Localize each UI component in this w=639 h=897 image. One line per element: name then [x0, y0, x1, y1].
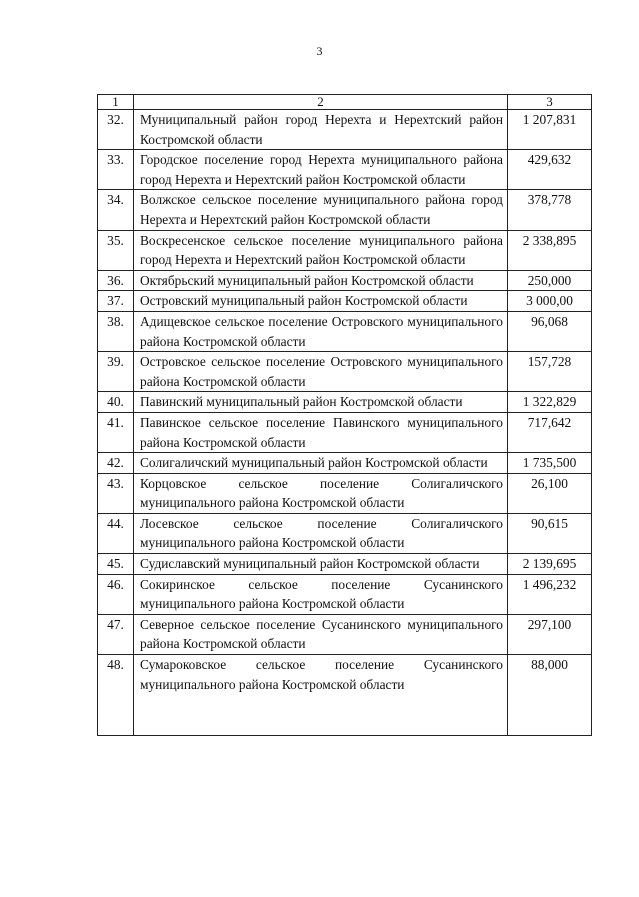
table-header-row — [98, 95, 592, 110]
row-number: 44. — [98, 513, 134, 553]
table-row — [98, 352, 592, 392]
row-amount: 2 139,695 — [508, 554, 592, 575]
table-row — [98, 574, 592, 614]
row-amount: 1 207,831 — [508, 110, 592, 150]
row-name: Корцовское сельское поселение Солигаличского муниципального района Костромской области — [134, 473, 508, 513]
row-number: 38. — [98, 311, 134, 351]
table-row — [98, 291, 592, 312]
row-amount: 3 000,00 — [508, 291, 592, 312]
row-number: 43. — [98, 473, 134, 513]
row-number: 36. — [98, 270, 134, 291]
row-number: 46. — [98, 574, 134, 614]
row-name: Муниципальный район город Нерехта и Нерехтский район Костромской области — [134, 110, 508, 150]
column-header-amount: 3 — [508, 95, 592, 110]
row-name: Воскресенское сельское поселение муниципального района город Нерехта и Нерехтский район Костромской области — [134, 230, 508, 270]
table-row — [98, 392, 592, 413]
row-amount: 717,642 — [508, 412, 592, 452]
row-number: 39. — [98, 352, 134, 392]
row-amount: 90,615 — [508, 513, 592, 553]
row-name: Городское поселение город Нерехта муниципального района город Нерехта и Нерехтский район Костромской области — [134, 150, 508, 190]
page-number: 3 — [316, 44, 323, 58]
table-row — [98, 230, 592, 270]
table-row — [98, 614, 592, 654]
row-amount: 378,778 — [508, 190, 592, 230]
row-number: 35. — [98, 230, 134, 270]
row-name: Северное сельское поселение Сусанинского муниципального района Костромской области — [134, 614, 508, 654]
column-header-name: 2 — [134, 95, 508, 110]
table-row — [98, 412, 592, 452]
row-name: Октябрьский муниципальный район Костромской области — [134, 270, 508, 291]
row-amount: 250,000 — [508, 270, 592, 291]
table-body — [98, 95, 592, 736]
row-number: 47. — [98, 614, 134, 654]
row-name: Павинское сельское поселение Павинского муниципального района Костромской области — [134, 412, 508, 452]
row-amount: 1 322,829 — [508, 392, 592, 413]
table-row — [98, 453, 592, 474]
row-name: Островский муниципальный район Костромской области — [134, 291, 508, 312]
row-number: 40. — [98, 392, 134, 413]
allocation-table — [97, 94, 592, 736]
row-number: 37. — [98, 291, 134, 312]
row-name: Волжское сельское поселение муниципального района город Нерехта и Нерехтский район Костромской области — [134, 190, 508, 230]
row-number: 42. — [98, 453, 134, 474]
row-number: 32. — [98, 110, 134, 150]
row-number: 34. — [98, 190, 134, 230]
row-amount: 157,728 — [508, 352, 592, 392]
row-amount: 1 735,500 — [508, 453, 592, 474]
row-number: 48. — [98, 655, 134, 736]
row-name: Судиславский муниципальный район Костромской области — [134, 554, 508, 575]
row-name: Сокиринское сельское поселение Сусанинского муниципального района Костромской области — [134, 574, 508, 614]
row-number: 41. — [98, 412, 134, 452]
row-name: Лосевское сельское поселение Солигаличского муниципального района Костромской области — [134, 513, 508, 553]
row-name: Адищевское сельское поселение Островского муниципального района Костромской области — [134, 311, 508, 351]
table-row — [98, 513, 592, 553]
row-number: 45. — [98, 554, 134, 575]
row-name: Сумароковское сельское поселение Сусанинского муниципального района Костромской области — [134, 655, 508, 736]
row-name: Солигаличский муниципальный район Костромской области — [134, 453, 508, 474]
row-number: 33. — [98, 150, 134, 190]
table-row — [98, 473, 592, 513]
row-amount: 26,100 — [508, 473, 592, 513]
row-name: Павинский муниципальный район Костромской области — [134, 392, 508, 413]
table-row — [98, 190, 592, 230]
table-row — [98, 311, 592, 351]
table-row — [98, 150, 592, 190]
row-amount: 88,000 — [508, 655, 592, 736]
row-amount: 1 496,232 — [508, 574, 592, 614]
row-amount: 2 338,895 — [508, 230, 592, 270]
table-row — [98, 270, 592, 291]
column-header-number: 1 — [98, 95, 134, 110]
row-amount: 297,100 — [508, 614, 592, 654]
row-amount: 96,068 — [508, 311, 592, 351]
table-row — [98, 554, 592, 575]
table-row — [98, 655, 592, 736]
row-amount: 429,632 — [508, 150, 592, 190]
row-name: Островское сельское поселение Островского муниципального района Костромской области — [134, 352, 508, 392]
table-row — [98, 110, 592, 150]
